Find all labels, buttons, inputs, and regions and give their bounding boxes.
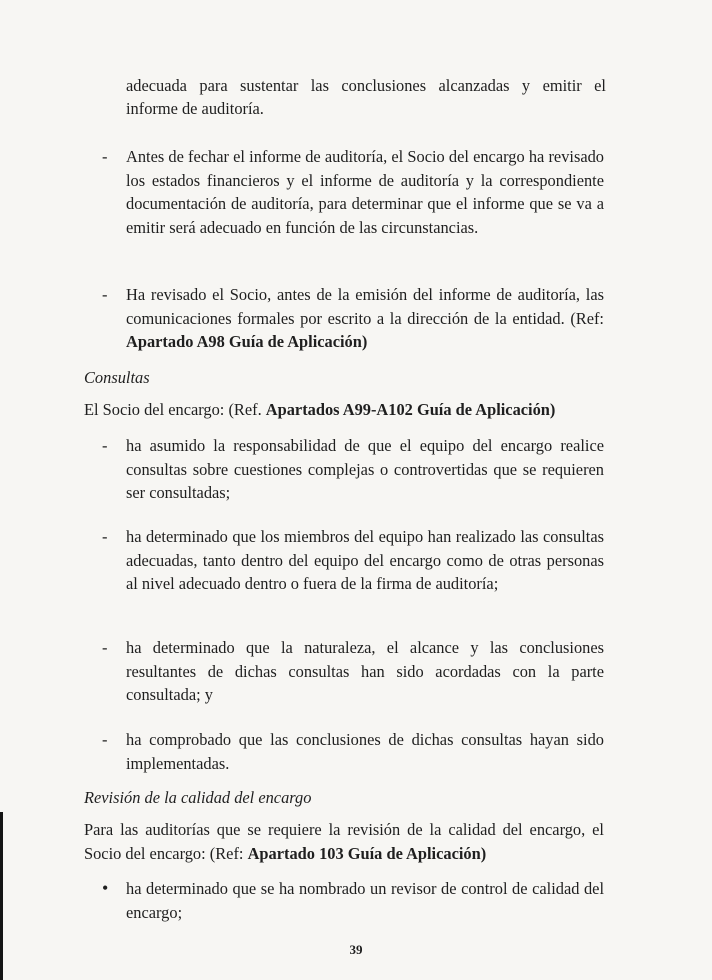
reference-prefix: (Ref: — [570, 308, 604, 328]
dash-marker: - — [102, 436, 108, 455]
list-item-text: ha asumido la responsabilidad de que el equipo del encargo realice consultas sobre cuestiones complejas o controvertidas que se requieren ser consultadas; — [126, 436, 604, 502]
continuation-line-2: informe de auditoría. — [126, 99, 264, 118]
list-item-text: ha determinado que los miembros del equipo han realizado las consultas adecuadas, tanto dentro del equipo del encargo como de otras personas al nivel adecuado dentro o fuera de la firma de auditoría; — [126, 527, 604, 593]
continuation-line-1: adecuada para sustentar las conclusiones alcanzadas y emitir el — [126, 76, 606, 95]
list-item-review-communications — [102, 283, 604, 354]
bullet-marker: • — [102, 878, 109, 898]
consultas-item-1 — [102, 434, 604, 505]
intro-reference-bold: Apartados A99-A102 Guía de Aplicación) — [265, 400, 556, 419]
list-item-text — [126, 283, 604, 354]
dash-marker: - — [102, 730, 108, 749]
consultas-item-3 — [102, 636, 604, 707]
dash-marker: - — [102, 285, 108, 304]
section-heading-consultas: Consultas — [84, 368, 150, 387]
page-number: 39 — [349, 942, 363, 957]
reference-bold: Apartado A98 Guía de Aplicación) — [126, 332, 368, 351]
dash-marker: - — [102, 527, 108, 546]
consultas-item-4 — [102, 728, 604, 775]
list-item-review-financial-statements — [102, 145, 604, 239]
intro-text: El Socio del encargo: (Ref. — [84, 400, 262, 419]
list-item-text: ha determinado que se ha nombrado un revisor de control de calidad del encargo; — [126, 879, 604, 922]
revision-item-1 — [102, 877, 604, 924]
revision-intro — [84, 818, 604, 865]
dash-marker: - — [102, 147, 108, 166]
consultas-intro — [84, 398, 604, 422]
section-heading-revision: Revisión de la calidad del encargo — [84, 788, 312, 807]
intro-reference-bold: Apartado 103 Guía de Aplicación) — [247, 843, 487, 863]
dash-marker: - — [102, 638, 108, 657]
list-item-text: Antes de fechar el informe de auditoría, el Socio del encargo ha revisado los estados financieros y el informe de auditoría y la correspondiente documentación de auditoría, para determinar que el informe que se va a emitir será adecuado en función de las circunstancias. — [126, 147, 604, 237]
item-text: Ha revisado el Socio, antes de la emisión del informe de auditoría, las comunicaciones formales por escrito a la dirección de la entidad. — [126, 285, 604, 328]
list-item-text: ha comprobado que las conclusiones de dichas consultas hayan sido implementadas. — [126, 730, 604, 773]
list-item-text: ha determinado que la naturaleza, el alcance y las conclusiones resultantes de dichas consultas han sido acordadas con la parte consultada; y — [126, 638, 604, 704]
intro-text: Para las auditorías que se requiere la revisión de la calidad del encargo, el Socio del encargo: (Ref: — [84, 820, 604, 863]
consultas-item-2 — [102, 525, 604, 596]
